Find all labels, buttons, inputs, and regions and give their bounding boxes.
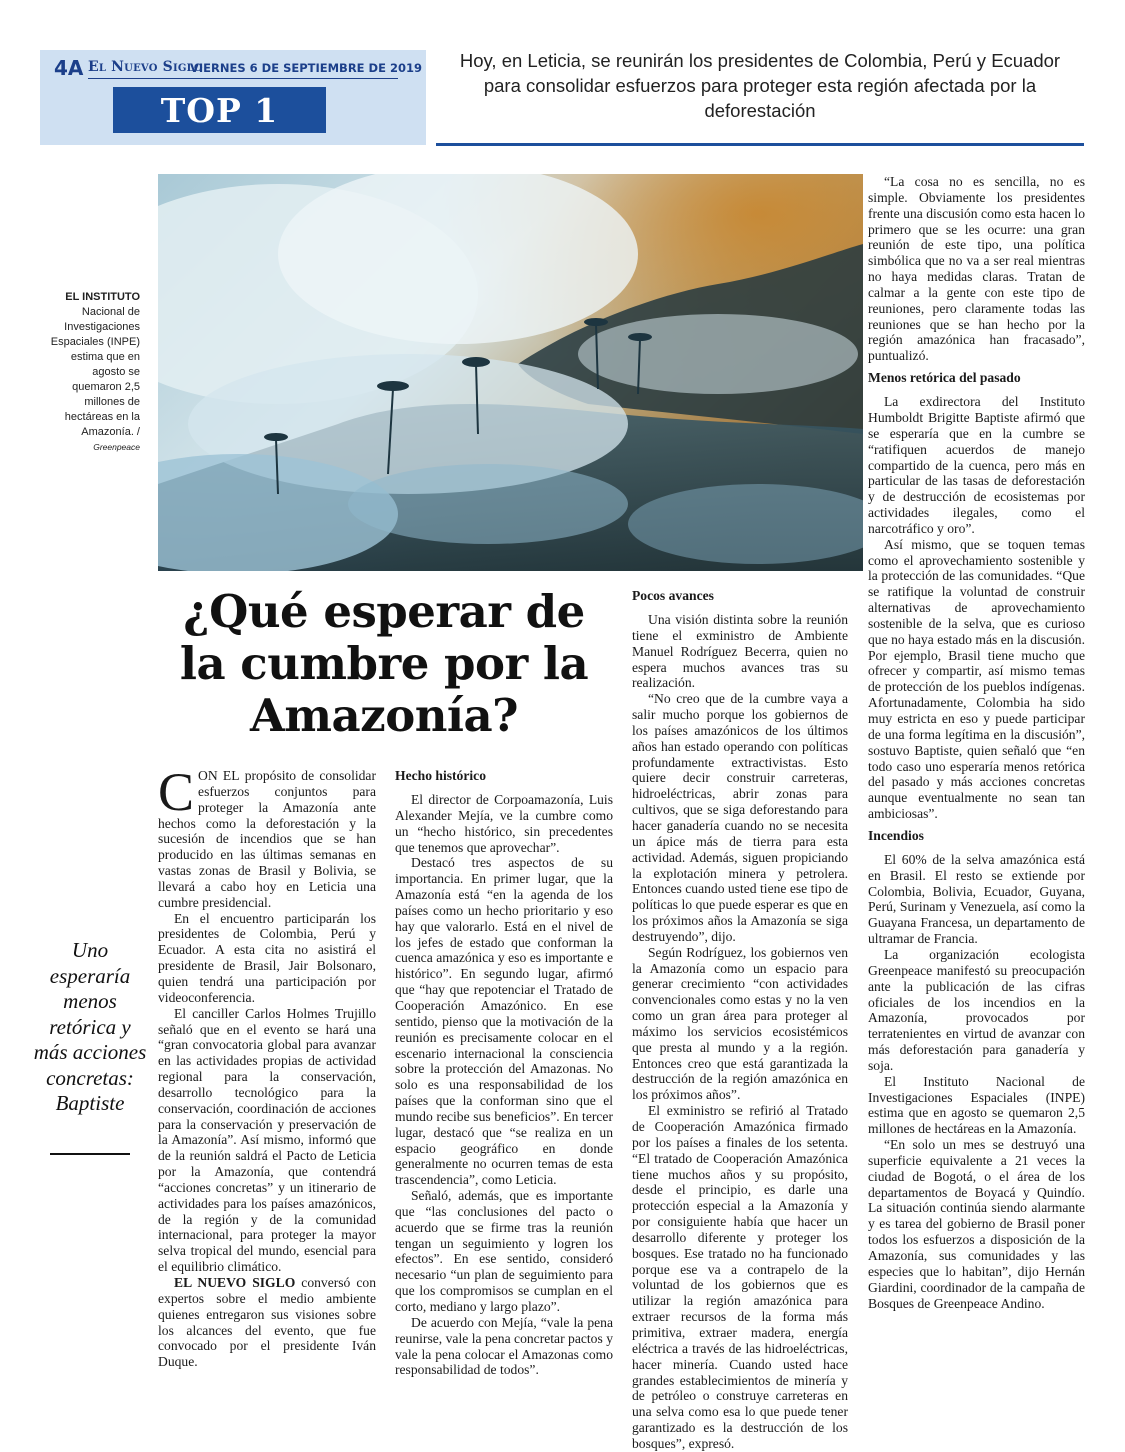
paragraph: “No creo que de la cumbre vaya a salir mucho porque los gobiernos de los países amazónicos de los últimos años han estado operando con políticas profundamente extractivistas. Esto quiere decir construir carreteras, hidroeléctricas, abrir zonas para cultivos, que se siga deforestando para hacer ganadería cuando no se necesita un ápice más de tierra para esta actividad. Además, siguen propiciando la explotación minera y petrolera. Entonces cuando usted tiene ese tipo de políticas lo que puede esperar es que en los próximos años la Amazonía se siga destruyendo”, dijo. [632,691,848,944]
drop-cap: C [158,762,195,822]
paragraph: La organización ecologista Greenpeace manifestó su preocupación ante la publicación de las cifras oficiales de los incendios en la Amazonía, provocados por terratenientes en virtud de avanzar con más deforestación para ganadería y soja. [868,946,1085,1073]
amazon-fire-photo [158,174,863,571]
paragraph: En el encuentro participarán los presidentes de Colombia, Perú y Ecuador. A esta cita no asistirá el presidente de Brasil, Jair Bolsonaro, quien tendrá una participación por videoconferencia. [158,910,376,1005]
article-column-2 [395,768,613,1378]
subheading-menos-retorica: Menos retórica del pasado [868,370,1021,386]
caption-lead: EL INSTITUTO [65,291,140,303]
lead-caps: ON EL [198,768,240,783]
subheading-hecho-historico: Hecho histórico [395,768,486,783]
headline: ¿Qué esperar de la cumbre por la Amazonía? [179,585,589,742]
paragraph: El director de Corpoamazonía, Luis Alexander Mejía, ve la cumbre como un “hecho histórico, sin precedentes que tenemos que aprovechar”. [395,792,613,855]
paragraph: Según Rodríguez, los gobiernos ven la Amazonía como un espacio para generar crecimiento “con actividades convencionales como estas y no la ven como un gran área para proteger al máximo los servicios ecosistémicos que presta al mundo y a la región. Entonces creo que está garantizada la destrucción de la región amazónica en los próximos años”. [632,944,848,1103]
article-column-3 [632,582,848,1452]
kicker-text: Hoy, en Leticia, se reunirán los presidentes de Colombia, Perú y Ecuador para consolidar esfuerzos para proteger esta región afectada por la deforestación [459,50,1061,121]
paragraph: Así mismo, que se toquen temas como el aprovechamiento sostenible y la protección de las comunidades. “Que se ratifique la voluntad de construir alternativas de aprovechamiento sostenible de la selva, que es curioso que no haya estado más en la discusión. Por ejemplo, Brasil tiene mucho que ofrecer y compartir, así mismo temas de protección de los pueblos indígenas. Afortunadamente, Colombia ha sido muy estricta en eso y puede participar de una forma legítima en la discusión”, sostuvo Baptiste, quien señaló que “en todo caso uno esperaría menos retórica del pasado y más acciones concretas aunque eventualmente no sean tan ambiciosas”. [868,536,1085,822]
paragraph: “En solo un mes se destruyó una superficie equivalente a 21 veces la ciudad de Bogotá, o el área de los departamentos de Boyacá y Quindío. La situación continúa siendo alarmante y es tarea del gobierno de Brasil poner todos los esfuerzos a disposición de la Amazonía, sus comunidades y las especies que lo habitan”, dijo Hernán Giardini, coordinador de la campaña de Bosques de Greenpeace Andino. [868,1137,1085,1311]
paragraph: El exministro se refirió al Tratado de Cooperación Amazónica firmado por los países a finales de los setenta. “El tratado de Cooperación Amazónica tiene muchos años y su propósito, desde el principio, es darle una protección especial a la Amazonía y por consiguiente había que hacer un desarrollo diferente y proteger los bosques. Ese tratado no ha funcionado porque ese va a contrapelo de la voluntad de los gobiernos que es utilizar la región amazónica para extraer recursos de la forma más primitiva, extraer madera, energía eléctrica a través de las hidroeléctricas, hacer minería. Cuando usted hace grandes establecimientos de minería y de petróleo o construye carreteras en una selva como esa lo que puede tener garantizado es la destrucción de los bosques”, expresó. [632,1103,848,1451]
paragraph: Destacó tres aspectos de su importancia. En primer lugar, que la Amazonía está “en la agenda de los países como un hecho prioritario y eso hay que valorarlo. Está en el nivel de los jefes de estado que conforman la cuenca amazónica y eso es importante e histórico”. En segundo lugar, afirmó que “hay que repotenciar el Tratado de Cooperación Amazónico. En ese sentido, pienso que la motivación de la reunión es precisamente colocar en el escenario internacional la consciencia sobre la protección del Amazonas. No solo es una responsabilidad de los países que la conforman sino que el mundo recibe sus beneficios”. En tercer lugar, destacó que “se realiza en un espacio geográfico en donde generalmente no ocurren temas de esta trascendencia”, como Leticia. [395,855,613,1188]
issue-date: VIERNES 6 DE SEPTIEMBRE DE 2019 [190,61,422,75]
photo-credit: Greenpeace [93,442,140,452]
paragraph: La exdirectora del Instituto Humboldt Brigitte Baptiste afirmó que se esperaría que en la cumbre se “ratifiquen acuerdos de manejo compartido de la cuenca, pero más en particular de las tasas de deforestación y de destrucción de ecosistemas por actividades ilegales, como el narcotráfico y oro”. [868,394,1085,536]
lead-paragraph [158,762,376,911]
paragraph-text: conversó con expertos sobre el medio ambiente quienes entregaron sus visiones sobre los alcances del evento, que fue convocado por el presidente Iván Duque. [158,1275,376,1370]
paragraph: El Instituto Nacional de Investigaciones Espaciales (INPE) estima que en agosto se quemaron 2,5 millones de hectáreas en la Amazonía. [868,1073,1085,1137]
caption-text: Nacional de Investigaciones Espaciales (INPE) estima que en agosto se quemaron 2,5 millones de hectáreas en la Amazonía. / [50,306,140,438]
article-column-4 [868,174,1085,1311]
pull-quote-rule [50,1153,130,1155]
pull-quote: Uno esperaría menos retórica y más acciones concretas: Baptiste [33,938,147,1115]
header-divider [88,78,398,79]
newspaper-mention: EL NUEVO SIGLO [174,1275,296,1290]
paragraph: Una visión distinta sobre la reunión tiene el exministro de Ambiente Manuel Rodríguez Becerra, quien no espera muchos avances tras su realización. [632,612,848,691]
forest-fire-illustration [158,174,863,571]
subheading-incendios: Incendios [868,827,924,843]
kicker-divider [436,143,1084,146]
section-label: TOP 1 [160,91,279,130]
subheading-pocos-avances: Pocos avances [632,588,714,603]
page-number: 4A [54,56,84,80]
paragraph: El canciller Carlos Holmes Trujillo señaló que en el evento se hará una “gran convocatoria global para avanzar en las actividades propias de actividad regional para la conservación, desarrollo tecnológico para la conservación, coordinación de acciones para la conservación y preservación de la Amazonía”. Así mismo, informó que de la reunión saldrá el Pacto de Leticia por la Amazonía, que contendrá “acciones concretas” y un itinerario de actividades para los países amazónicos, de la región y de la comunidad internacional, para proteger la mayor selva tropical del mundo, esencial para el equilibrio climático. [158,1005,376,1275]
article-column-1 [158,762,376,1370]
photo-caption [40,290,140,454]
newspaper-name: El Nuevo Siglo [88,59,203,75]
paragraph: De acuerdo con Mejía, “vale la pena reunirse, vale la pena concretar pactos y vale la pena colocar el Amazonas como responsabilidad de todos”. [395,1314,613,1378]
paragraph: Señaló, además, que es importante que “las conclusiones del pacto o acuerdo que se firme tras la reunión tengan un seguimiento y logren los efectos”. En ese sentido, consideró necesario “un plan de seguimiento para que los compromisos se cumplan en el corto, mediano y largo plazo”. [395,1188,613,1314]
paragraph [158,1275,376,1370]
paragraph: El 60% de la selva amazónica está en Brasil. El resto se extiende por Colombia, Bolivia, Ecuador, Guyana, Perú, Surinam y Venezuela, así como la Guayana Francesa, un departamento de ultramar de Francia. [868,851,1085,947]
paragraph: “La cosa no es sencilla, no es simple. Obviamente los presidentes frente una discusión como esta hacen lo primero que se les ocurre: una gran reunión de este tipo, una política simbólica que no va a ser real mientras no haya medidas claras. Tratan de calmar a la gente con este tipo de reuniones, pero claramente todas las reuniones que se han hecho por la región amazónica han fracasado”, puntualizó. [868,174,1085,364]
lead-text: propósito de consolidar esfuerzos conjuntos para proteger la Amazonía ante hechos como la deforestación y la sucesión de incendios que se han producido en las últimas semanas en vastas zonas de Brasil y Bolivia, se llevará a cabo hoy en Leticia una cumbre presidencial. [158,768,376,910]
